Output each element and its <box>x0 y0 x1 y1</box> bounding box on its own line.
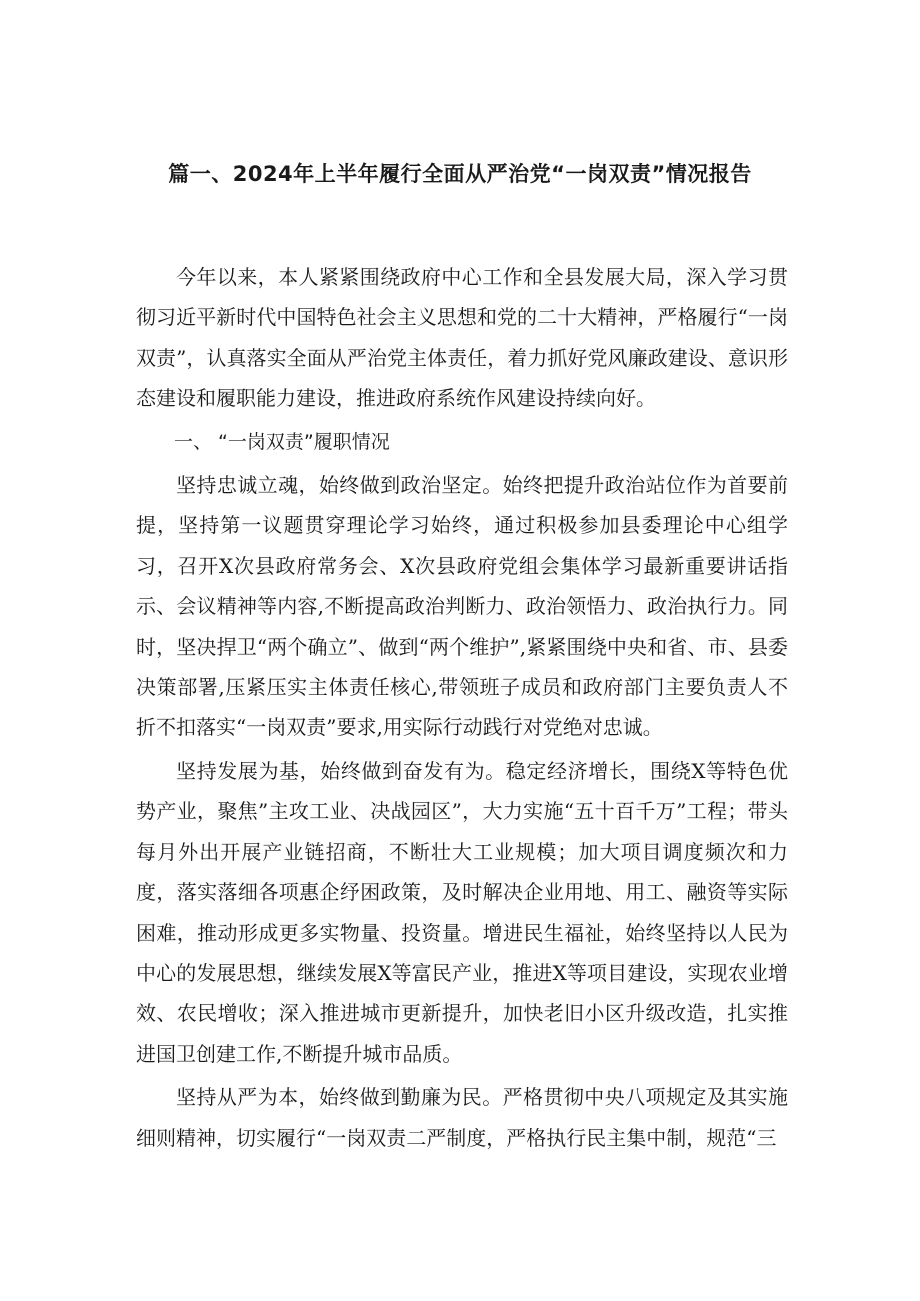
paragraph-political-loyalty: 坚持忠诚立魂，始终做到政治坚定。始终把提升政治站位作为首要前提，坚持第一议题贯穿理论学习始终，通过积极参加县委理论中心组学习，召开X次县政府常务会、X次县政府党组会集体学习最新重要讲话指示、会议精神等内容,不断提高政治判断力、政治领悟力、政治执行力。同时，坚决捍卫“两个确立”、做到“两个维护”,紧紧围绕中央和省、市、县委决策部署,压紧压实主体责任核心,带领班子成员和政府部门主要负责人不折不扣落实“一岗双责”要求,用实际行动践行对党绝对忠诚。 <box>136 473 788 740</box>
paragraph-development: 坚持发展为基，始终做到奋发有为。稳定经济增长，围绕X等特色优势产业，聚焦”主攻工业、决战园区”，大力实施“五十百千万”工程；带头每月外出开展产业链招商，不断壮大工业规模；加大项目调度频次和力度，落实落细各项惠企纾困政策，及时解决企业用地、用工、融资等实际困难，推动形成更多实物量、投资量。增进民生福祉，始终坚持以人民为中心的发展思想，继续发展X等富民产业，推进X等项目建设，实现农业增效、农民增收；深入推进城市更新提升，加快老旧小区升级改造，扎实推进国卫创建工作,不断提升城市品质。 <box>136 758 788 1066</box>
section-heading: 一、 “一岗双责”履职情况 <box>174 430 390 453</box>
intro-paragraph: 今年以来，本人紧紧围绕政府中心工作和全县发展大局，深入学习贯彻习近平新时代中国特色社会主义思想和党的二十大精神，严格履行“一岗双责”，认真落实全面从严治党主体责任，着力抓好党风廉政建设、意识形态建设和履职能力建设，推进政府系统作风建设持续向好。 <box>136 265 788 411</box>
document-title: 篇一、2024年上半年履行全面从严治党“一岗双责”情况报告 <box>168 162 752 186</box>
paragraph-strict-governance: 坚持从严为本，始终做到勤廉为民。严格贯彻中央八项规定及其实施细则精神，切实履行“一岗双责二严制度，严格执行民主集中制，规范“三 <box>136 1085 788 1150</box>
document-body <box>136 257 788 1161</box>
